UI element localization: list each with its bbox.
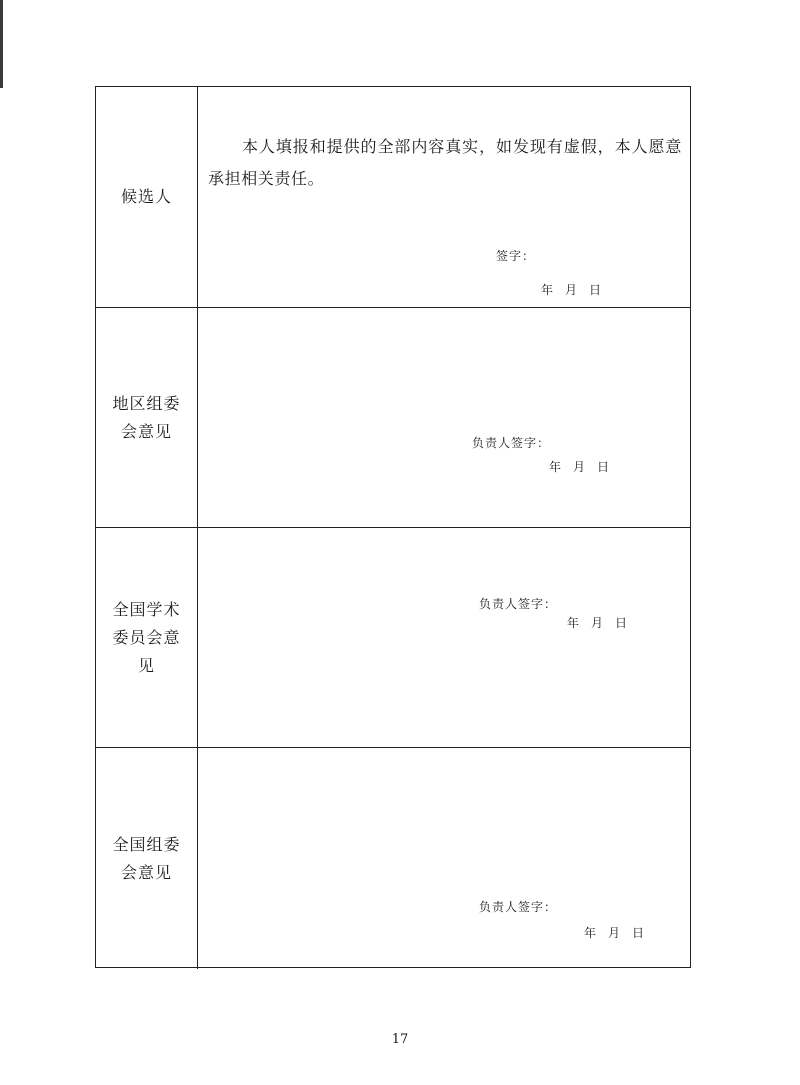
candidate-row	[96, 87, 690, 307]
candidate-content-cell[interactable]	[198, 87, 690, 307]
regional-committee-row	[96, 307, 690, 527]
candidate-date-label: 年 月 日	[541, 283, 602, 297]
regional-committee-content-cell[interactable]	[198, 308, 690, 527]
organizing-committee-content-cell[interactable]	[198, 748, 690, 969]
organizing-committee-label-cell	[96, 748, 198, 969]
organizing-committee-row	[96, 747, 690, 969]
scan-edge-mark	[0, 0, 3, 88]
organizing-committee-signature-label: 负责人签字：	[479, 900, 558, 914]
regional-committee-signature-label: 负责人签字：	[472, 436, 551, 450]
candidate-declaration: 本人填报和提供的全部内容真实，如发现有虚假，本人愿意承担相关责任。	[208, 137, 682, 188]
candidate-signature-label: 签字：	[496, 249, 536, 263]
page-number: 17	[391, 1032, 409, 1047]
academic-committee-label: 全国学术委员会意见	[112, 599, 181, 675]
academic-committee-row	[96, 527, 690, 747]
regional-committee-date-label: 年 月 日	[549, 460, 610, 474]
academic-committee-content-cell[interactable]	[198, 528, 690, 747]
regional-committee-label-cell	[96, 308, 198, 527]
academic-committee-date-label: 年 月 日	[567, 616, 628, 630]
organizing-committee-date-label: 年 月 日	[584, 926, 645, 940]
candidate-label-cell	[96, 87, 198, 307]
candidate-label: 候选人	[120, 187, 172, 206]
organizing-committee-label: 全国组委会意见	[112, 834, 181, 882]
academic-committee-signature-label: 负责人签字：	[479, 597, 558, 611]
regional-committee-label: 地区组委会意见	[112, 393, 181, 441]
academic-committee-label-cell	[96, 528, 198, 747]
approval-form-table	[95, 86, 691, 968]
